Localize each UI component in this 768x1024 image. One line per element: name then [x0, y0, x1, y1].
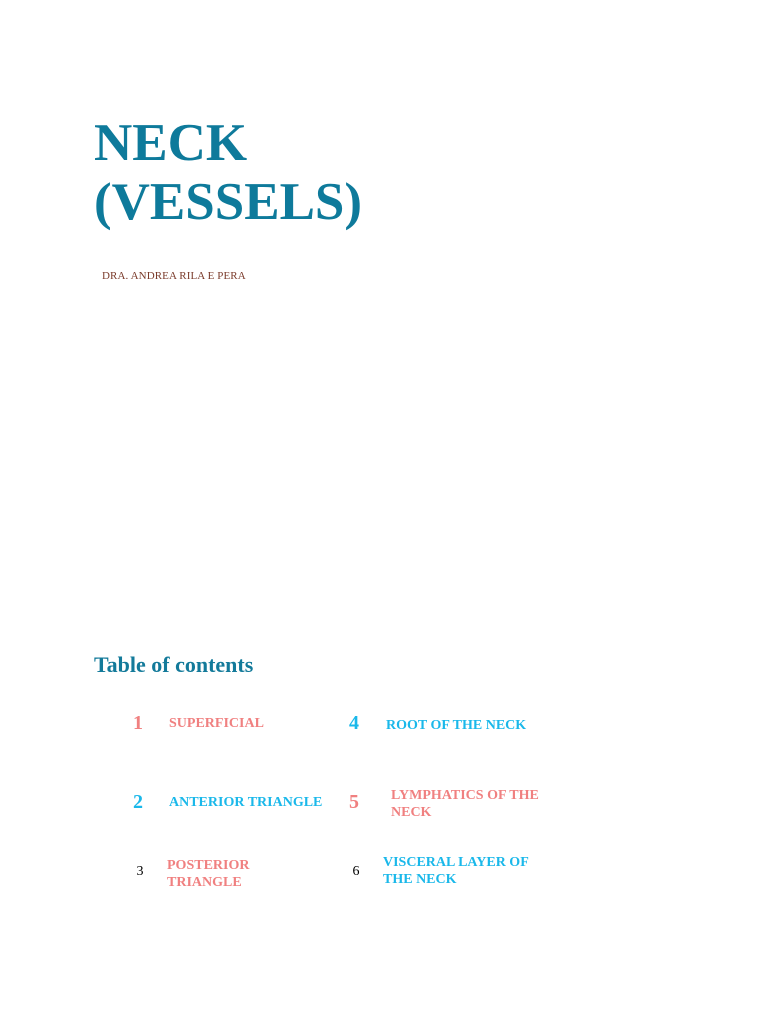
toc-number-4: 4: [349, 712, 359, 734]
toc-item-lymphatics-of-the-neck[interactable]: [391, 787, 539, 821]
toc-number-2: 2: [133, 791, 143, 813]
toc-item-label-line-2: TRIANGLE: [167, 875, 242, 890]
toc-heading: Table of contents: [94, 652, 254, 677]
document-title: [94, 114, 694, 232]
toc-number-5: 5: [349, 791, 359, 813]
toc-item-visceral-layer-of-the-neck[interactable]: [383, 854, 529, 888]
author-name: DRA. ANDREA RILA E PERA: [102, 270, 246, 282]
toc-item-label-line-1: LYMPHATICS OF THE: [391, 788, 539, 803]
toc-item-label-line-1: POSTERIOR: [167, 858, 250, 873]
document-title-line-2: (VESSELS): [94, 173, 363, 231]
toc-item-root-of-the-neck[interactable]: ROOT OF THE NECK: [386, 718, 527, 733]
toc-item-superficial[interactable]: SUPERFICIAL: [169, 716, 264, 731]
document-title-line-1: NECK: [94, 114, 248, 172]
toc-item-label-line-1: VISCERAL LAYER OF: [383, 855, 529, 870]
toc-number-1: 1: [133, 712, 143, 734]
toc-item-posterior-triangle[interactable]: [167, 857, 249, 891]
toc-item-label-line-2: THE NECK: [383, 872, 457, 887]
toc-number-3: 3: [136, 864, 144, 879]
toc-item-label-line-2: NECK: [391, 805, 432, 820]
toc-number-6: 6: [352, 864, 360, 879]
toc-item-anterior-triangle[interactable]: ANTERIOR TRIANGLE: [169, 795, 323, 810]
